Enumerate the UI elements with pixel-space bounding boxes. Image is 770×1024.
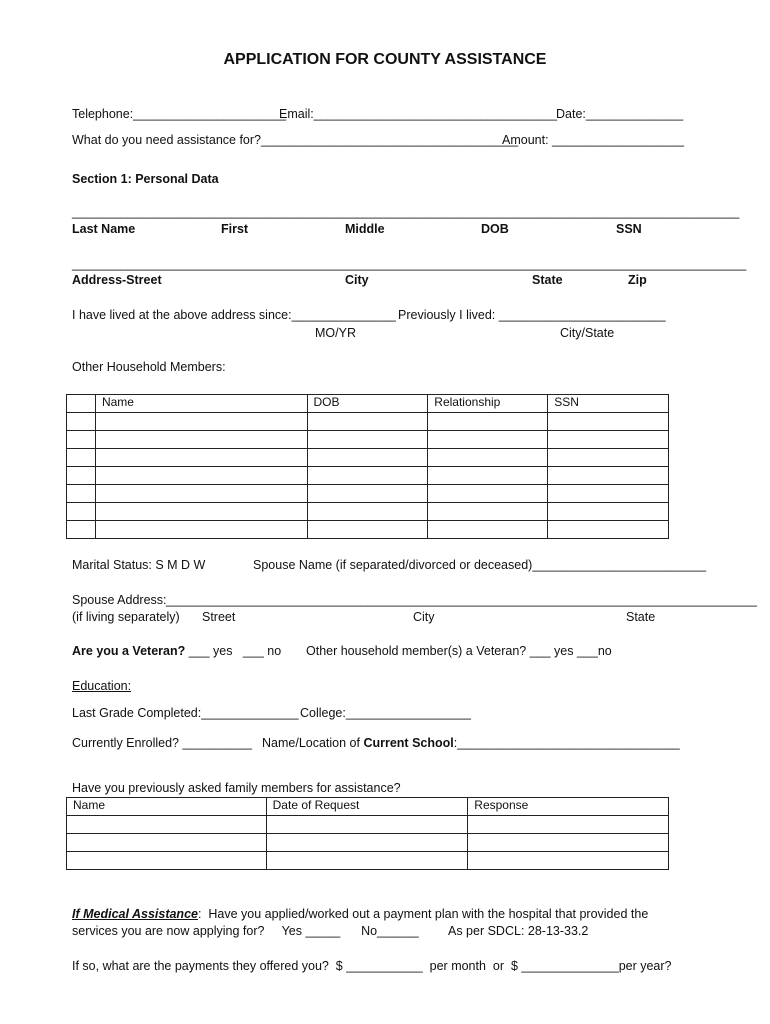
spouse-address-label: Spouse Address: (72, 593, 167, 607)
table-cell[interactable] (548, 413, 669, 431)
table-cell[interactable] (67, 834, 267, 852)
table-row (67, 431, 669, 449)
table-cell[interactable] (95, 431, 307, 449)
assistance-need-field[interactable]: What do you need assistance for?_____________________________________ (72, 133, 519, 147)
table-header-cell: Relationship (428, 395, 548, 413)
table-cell[interactable] (428, 413, 548, 431)
table-cell[interactable] (548, 485, 669, 503)
table-cell[interactable] (468, 834, 669, 852)
spouse-address-qualifier: (if living separately) (72, 610, 180, 624)
table-cell[interactable] (95, 467, 307, 485)
table-cell[interactable] (67, 449, 96, 467)
household-members-label: Other Household Members: (72, 360, 226, 374)
table-cell[interactable] (67, 431, 96, 449)
dob-label: DOB (481, 222, 509, 236)
spouse-street-label: Street (202, 610, 236, 624)
table-row (67, 852, 669, 870)
ssn-label: SSN (616, 222, 642, 236)
address-line-field[interactable]: _________________________________________________________________________________________________ (72, 257, 747, 271)
lived-since-field[interactable]: I have lived at the above address since:_______________ (72, 308, 396, 322)
table-cell[interactable] (67, 816, 267, 834)
name-line-field[interactable]: ________________________________________________________________________________________________ (72, 205, 740, 219)
table-cell[interactable] (95, 413, 307, 431)
table-cell[interactable] (548, 431, 669, 449)
table-cell[interactable] (95, 503, 307, 521)
date-field[interactable]: Date:______________ (556, 107, 684, 121)
last-grade-field[interactable]: Last Grade Completed:______________ (72, 706, 299, 720)
previous-address-field[interactable]: Previously I lived: ________________________ (398, 308, 666, 322)
veteran-question: Are you a Veteran? (72, 644, 186, 658)
section-1-heading: Section 1: Personal Data (72, 172, 219, 186)
college-field[interactable]: College:__________________ (300, 706, 471, 720)
amount-field[interactable]: Amount: ___________________ (502, 133, 685, 147)
currently-enrolled-field[interactable]: Currently Enrolled? __________ (72, 736, 252, 750)
table-cell[interactable] (95, 521, 307, 539)
table-cell[interactable] (95, 449, 307, 467)
table-cell[interactable] (67, 485, 96, 503)
table-cell[interactable] (266, 816, 468, 834)
table-cell[interactable] (428, 467, 548, 485)
table-header-cell: Name (67, 798, 267, 816)
table-cell[interactable] (67, 503, 96, 521)
table-header-cell: Response (468, 798, 669, 816)
middle-name-label: Middle (345, 222, 385, 236)
current-school-bold: Current School (363, 736, 454, 750)
table-row (67, 467, 669, 485)
table-cell[interactable] (428, 521, 548, 539)
telephone-field[interactable]: Telephone:______________________ (72, 107, 287, 121)
payments-offered-field[interactable]: If so, what are the payments they offered you? $ ___________ per month or $ ______________per year? (72, 959, 672, 973)
table-cell[interactable] (307, 521, 428, 539)
table-cell[interactable] (428, 449, 548, 467)
city-state-label: City/State (560, 326, 615, 340)
zip-label: Zip (628, 273, 647, 287)
table-row (67, 816, 669, 834)
address-street-label: Address-Street (72, 273, 162, 287)
current-school-prefix: Name/Location of (262, 736, 364, 750)
veteran-row (72, 644, 281, 658)
table-header-cell: SSN (548, 395, 669, 413)
family-assistance-question: Have you previously asked family members for assistance? (72, 781, 401, 795)
table-row (67, 449, 669, 467)
table-cell[interactable] (67, 413, 96, 431)
table-header-cell: DOB (307, 395, 428, 413)
spouse-address-field[interactable]: _____________________________________________________________________________________ (166, 593, 757, 607)
medical-assistance-text: : Have you applied/worked out a payment plan with the hospital that provided the (197, 907, 649, 921)
table-row (67, 834, 669, 852)
sdcl-reference: As per SDCL: 28-13-33.2 (448, 924, 589, 938)
current-school-suffix: :________________________________ (453, 736, 680, 750)
table-cell[interactable] (428, 503, 548, 521)
table-header-cell: Name (95, 395, 307, 413)
mo-yr-label: MO/YR (315, 326, 356, 340)
table-cell[interactable] (548, 467, 669, 485)
medical-assistance-line-1 (72, 907, 648, 921)
spouse-state-label: State (626, 610, 656, 624)
table-cell[interactable] (307, 467, 428, 485)
table-cell[interactable] (67, 467, 96, 485)
marital-status-field[interactable]: Marital Status: S M D W (72, 558, 206, 572)
family-assistance-table (66, 797, 669, 870)
table-cell[interactable] (266, 834, 468, 852)
table-cell[interactable] (548, 449, 669, 467)
medical-yes-no-field[interactable]: services you are now applying for? Yes _____ No______ (72, 924, 419, 938)
table-cell[interactable] (95, 485, 307, 503)
table-header-cell: Date of Request (266, 798, 468, 816)
last-name-label: Last Name (72, 222, 136, 236)
table-header-cell (67, 395, 96, 413)
state-label: State (532, 273, 563, 287)
veteran-answer-field[interactable]: ___ yes ___ no (185, 644, 282, 658)
table-row (67, 485, 669, 503)
table-header-row (67, 395, 669, 413)
table-cell[interactable] (548, 503, 669, 521)
medical-assistance-label: If Medical Assistance (72, 907, 198, 921)
household-members-table (66, 394, 669, 539)
city-label: City (345, 273, 369, 287)
table-cell[interactable] (468, 816, 669, 834)
email-field[interactable]: Email:___________________________________ (279, 107, 558, 121)
table-cell[interactable] (548, 521, 669, 539)
table-cell[interactable] (307, 449, 428, 467)
table-cell[interactable] (266, 852, 468, 870)
spouse-city-label: City (413, 610, 435, 624)
education-heading: Education: (72, 679, 132, 693)
table-cell[interactable] (307, 431, 428, 449)
table-cell[interactable] (307, 485, 428, 503)
first-name-label: First (221, 222, 249, 236)
table-cell[interactable] (67, 521, 96, 539)
table-header-row (67, 798, 669, 816)
current-school-field[interactable] (262, 736, 680, 750)
table-cell[interactable] (428, 431, 548, 449)
household-veteran-field[interactable]: Other household member(s) a Veteran? ___ yes ___no (306, 644, 612, 658)
table-row (67, 413, 669, 431)
page-title: APPLICATION FOR COUNTY ASSISTANCE (223, 51, 547, 68)
table-cell[interactable] (307, 503, 428, 521)
table-row (67, 503, 669, 521)
spouse-name-field[interactable]: Spouse Name (if separated/divorced or deceased)_________________________ (253, 558, 707, 572)
table-cell[interactable] (307, 413, 428, 431)
table-cell[interactable] (67, 852, 267, 870)
table-cell[interactable] (428, 485, 548, 503)
table-cell[interactable] (468, 852, 669, 870)
table-row (67, 521, 669, 539)
